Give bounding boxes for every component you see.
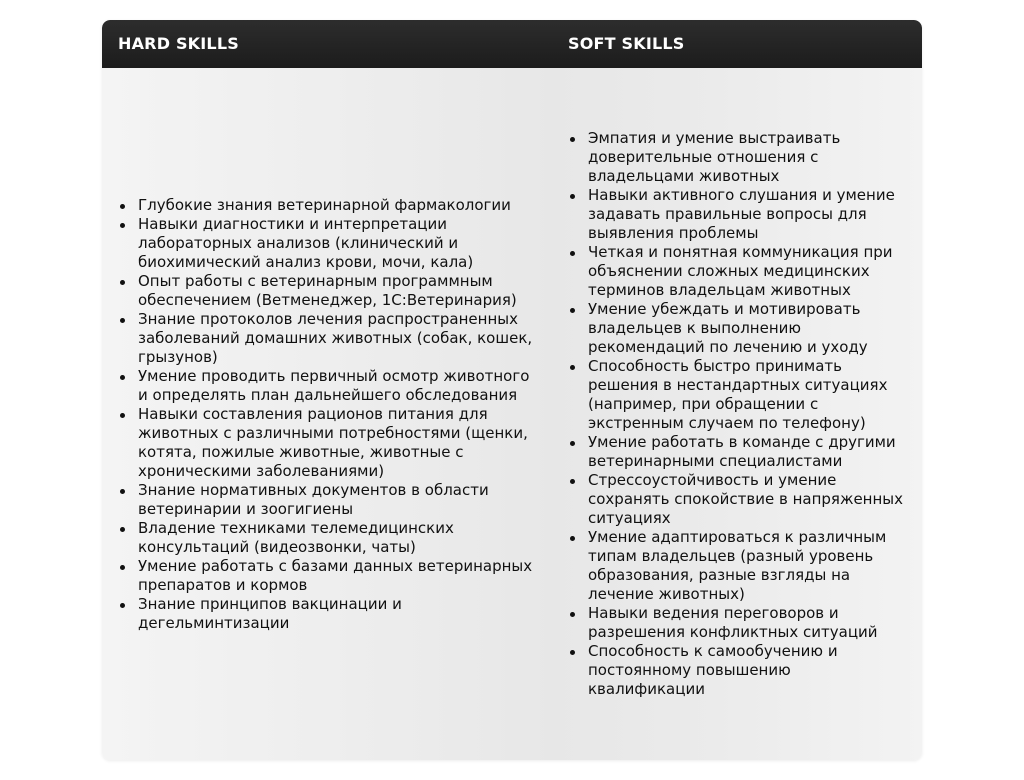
list-item: Способность к самообучению и постоянному повышению квалификации bbox=[568, 642, 908, 699]
list-item: Умение работать с базами данных ветеринарных препаратов и кормов bbox=[118, 557, 538, 595]
list-item: Навыки активного слушания и умение задавать правильные вопросы для выявления проблемы bbox=[568, 186, 908, 243]
hard-skills-header: HARD SKILLS bbox=[118, 34, 239, 53]
list-item: Способность быстро принимать решения в нестандартных ситуациях (например, при обращении с экстренным случаем по телефону) bbox=[568, 357, 908, 433]
list-item: Владение техниками телемедицинских консультаций (видеозвонки, чаты) bbox=[118, 519, 538, 557]
list-item: Умение адаптироваться к различным типам владельцев (разный уровень образования, разные взгляды на лечение животных) bbox=[568, 528, 908, 604]
list-item: Навыки диагностики и интерпретации лабораторных анализов (клинический и биохимический анализ крови, мочи, кала) bbox=[118, 215, 538, 272]
hard-skills-column bbox=[118, 68, 538, 760]
list-item: Навыки составления рационов питания для животных с различными потребностями (щенки, котята, пожилые животные, животные с хроническими заболеваниями) bbox=[118, 405, 538, 481]
list-item: Эмпатия и умение выстраивать доверительные отношения с владельцами животных bbox=[568, 129, 908, 186]
skills-table bbox=[102, 20, 922, 760]
hard-skills-list bbox=[118, 196, 538, 633]
list-item: Знание протоколов лечения распространенных заболеваний домашних животных (собак, кошек, грызунов) bbox=[118, 310, 538, 367]
list-item: Опыт работы с ветеринарным программным обеспечением (Ветменеджер, 1С:Ветеринария) bbox=[118, 272, 538, 310]
list-item: Умение работать в команде с другими ветеринарными специалистами bbox=[568, 433, 908, 471]
list-item: Стрессоустойчивость и умение сохранять спокойствие в напряженных ситуациях bbox=[568, 471, 908, 528]
soft-skills-column bbox=[568, 68, 908, 760]
list-item: Умение убеждать и мотивировать владельцев к выполнению рекомендаций по лечению и уходу bbox=[568, 300, 908, 357]
list-item: Знание нормативных документов в области ветеринарии и зоогигиены bbox=[118, 481, 538, 519]
table-header bbox=[102, 20, 922, 68]
list-item: Умение проводить первичный осмотр животного и определять план дальнейшего обследования bbox=[118, 367, 538, 405]
soft-skills-list bbox=[568, 129, 908, 699]
list-item: Глубокие знания ветеринарной фармакологии bbox=[118, 196, 538, 215]
list-item: Четкая и понятная коммуникация при объяснении сложных медицинских терминов владельцам животных bbox=[568, 243, 908, 300]
soft-skills-header: SOFT SKILLS bbox=[568, 34, 685, 53]
list-item: Навыки ведения переговоров и разрешения конфликтных ситуаций bbox=[568, 604, 908, 642]
list-item: Знание принципов вакцинации и дегельминтизации bbox=[118, 595, 538, 633]
